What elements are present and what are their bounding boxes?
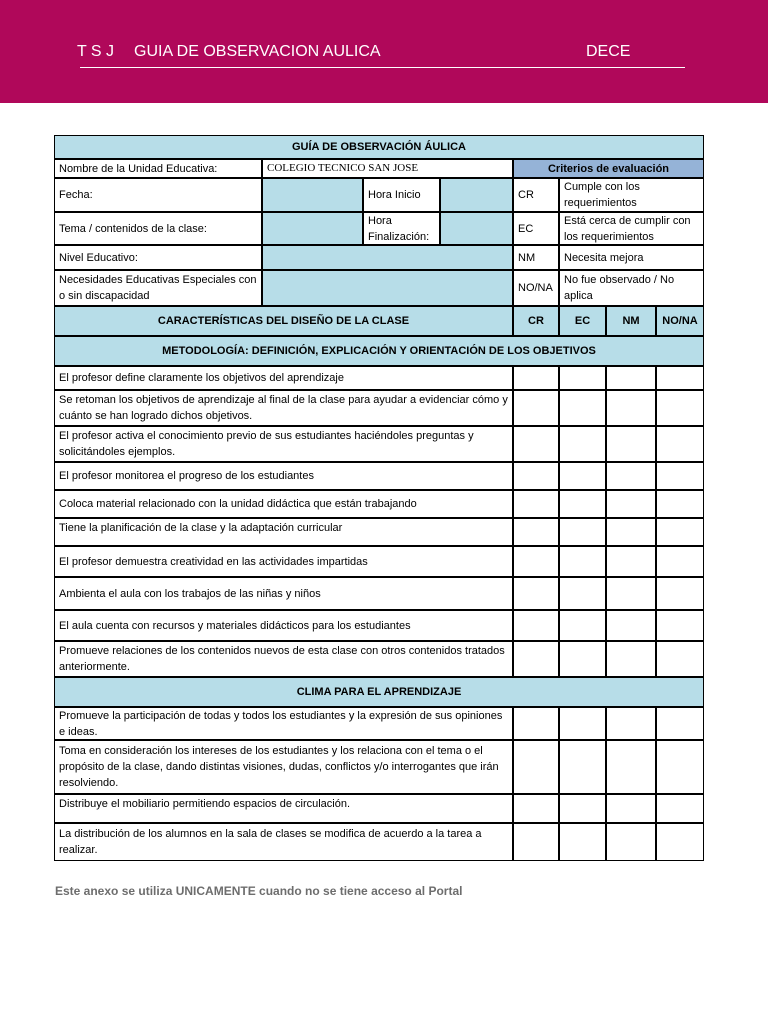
tema-label-text: Tema / contenidos de la clase: <box>59 222 207 235</box>
rating-cell-cr[interactable] <box>513 641 559 677</box>
fecha-label <box>54 178 262 212</box>
rating-cell-ec[interactable] <box>559 426 606 462</box>
rating-cell-cr[interactable] <box>513 610 559 641</box>
criterion-item-text: Distribuye el mobiliario permitiendo espacios de circulación. <box>59 798 351 810</box>
rating-cell-no-na[interactable] <box>656 823 704 861</box>
rating-cell-ec[interactable] <box>559 707 606 740</box>
unidad-input-text: COLEGIO TECNICO SAN JOSE <box>267 162 419 174</box>
rating-cell-nm[interactable] <box>606 490 656 518</box>
fecha-input[interactable] <box>262 178 363 212</box>
criterion-item-text: Toma en consideración los intereses de los estudiantes y los relaciona con el tema o el propósito de la clase, dando distintas visiones, dudas, conflictos y/o interrogantes que irán resolviendo. <box>59 745 499 789</box>
criterion-item-text: El profesor monitorea el progreso de los estudiantes <box>59 470 314 482</box>
criterion-item <box>54 462 513 490</box>
rating-cell-no-na[interactable] <box>656 426 704 462</box>
criteria-description-text: Necesita mejora <box>564 251 644 264</box>
criterion-item <box>54 490 513 518</box>
criterion-item <box>54 426 513 462</box>
rating-cell-no-na[interactable] <box>656 610 704 641</box>
rating-cell-ec[interactable] <box>559 490 606 518</box>
rating-cell-no-na[interactable] <box>656 462 704 490</box>
rating-cell-ec[interactable] <box>559 610 606 641</box>
criterion-item <box>54 641 513 677</box>
criteria-code-text: NM <box>518 251 536 264</box>
hora-inicio-label-text: Hora Inicio <box>368 189 421 201</box>
column-header-cr-text: CR <box>528 315 544 327</box>
criterios-header-text: Criterios de evaluación <box>547 162 670 175</box>
criterion-item <box>54 740 513 794</box>
rating-cell-ec[interactable] <box>559 577 606 610</box>
rating-cell-nm[interactable] <box>606 707 656 740</box>
rating-cell-nm[interactable] <box>606 610 656 641</box>
rating-cell-nm[interactable] <box>606 794 656 823</box>
criterion-item <box>54 610 513 641</box>
form-title <box>54 135 704 159</box>
criterion-item-text: Coloca material relacionado con la unidad didáctica que están trabajando <box>59 498 417 510</box>
rating-cell-ec[interactable] <box>559 641 606 677</box>
section-title-clima-text: CLIMA PARA EL APRENDIZAJE <box>296 686 462 698</box>
criteria-code <box>513 245 559 270</box>
criterion-item <box>54 823 513 861</box>
tema-label <box>54 212 262 245</box>
nivel-input[interactable] <box>262 245 513 270</box>
rating-cell-cr[interactable] <box>513 707 559 740</box>
criterios-header <box>513 159 704 178</box>
criterion-item-text: El aula cuenta con recursos y materiales didácticos para los estudiantes <box>59 619 411 632</box>
criterion-item-text: Tiene la planificación de la clase y la adaptación curricular <box>59 522 343 534</box>
rating-cell-ec[interactable] <box>559 462 606 490</box>
rating-cell-nm[interactable] <box>606 641 656 677</box>
column-header-no-na <box>656 306 704 336</box>
rating-cell-nm[interactable] <box>606 426 656 462</box>
rating-cell-nm[interactable] <box>606 740 656 794</box>
rating-cell-nm[interactable] <box>606 462 656 490</box>
rating-cell-nm[interactable] <box>606 366 656 390</box>
column-header-no-na-text: NO/NA <box>662 315 698 327</box>
criteria-description <box>559 270 704 306</box>
rating-cell-no-na[interactable] <box>656 794 704 823</box>
fecha-label-text: Fecha: <box>59 189 93 201</box>
nivel-label-text: Nivel Educativo: <box>59 251 138 264</box>
unidad-input[interactable] <box>262 159 513 178</box>
column-header-nm-text: NM <box>622 315 640 327</box>
rating-cell-ec[interactable] <box>559 794 606 823</box>
criteria-code <box>513 270 559 306</box>
hora-inicio-input[interactable] <box>440 178 513 212</box>
criteria-code <box>513 178 559 212</box>
criterion-item <box>54 546 513 577</box>
header-banner <box>0 0 768 103</box>
rating-cell-no-na[interactable] <box>656 577 704 610</box>
rating-cell-no-na[interactable] <box>656 390 704 426</box>
nee-label-text: Necesidades Educativas Especiales con o sin discapacidad <box>59 274 257 302</box>
rating-cell-ec[interactable] <box>559 518 606 546</box>
rating-cell-cr[interactable] <box>513 490 559 518</box>
form-title-text: GUÍA DE OBSERVACIÓN ÁULICA <box>292 141 466 153</box>
nee-label <box>54 270 262 306</box>
hora-fin-label <box>363 212 440 245</box>
header-school: T S J <box>77 43 115 60</box>
rating-cell-no-na[interactable] <box>656 546 704 577</box>
criterion-item <box>54 366 513 390</box>
criterion-item-text: Ambienta el aula con los trabajos de las niñas y niños <box>59 587 321 600</box>
hora-fin-label-text: Hora Finalización: <box>368 214 430 243</box>
rating-cell-ec[interactable] <box>559 823 606 861</box>
criterion-item-text: Promueve relaciones de los contenidos nuevos de esta clase con otros contenidos tratados anteriormente. <box>59 645 505 673</box>
criterion-item <box>54 707 513 740</box>
rating-cell-nm[interactable] <box>606 546 656 577</box>
rating-cell-nm[interactable] <box>606 823 656 861</box>
criterion-item-text: Se retoman los objetivos de aprendizaje al final de la clase para ayudar a evidenciar cómo y cuánto se han logrado dichos objetivos. <box>59 394 508 422</box>
criterion-item-text: Promueve la participación de todas y todos los estudiantes y la expresión de sus opiniones e ideas. <box>59 709 503 738</box>
rating-cell-cr[interactable] <box>513 426 559 462</box>
rating-cell-nm[interactable] <box>606 577 656 610</box>
criteria-description-text: Cumple con los requerimientos <box>564 181 640 209</box>
rating-cell-nm[interactable] <box>606 518 656 546</box>
rating-cell-cr[interactable] <box>513 390 559 426</box>
unidad-label <box>54 159 262 178</box>
criteria-code <box>513 212 559 245</box>
column-header-nm <box>606 306 656 336</box>
section-title-metodologia-text: METODOLOGÍA: DEFINICIÓN, EXPLICACIÓN Y ORIENTACIÓN DE LOS OBJETIVOS <box>162 345 596 357</box>
hora-fin-input[interactable] <box>440 212 513 245</box>
criterion-item-text: El profesor demuestra creatividad en las actividades impartidas <box>59 555 368 568</box>
criteria-code-text: CR <box>518 189 534 201</box>
section-title-metodologia <box>54 336 704 366</box>
observation-form <box>54 135 704 858</box>
section-title-clima <box>54 677 704 707</box>
criterion-item-text: El profesor define claramente los objetivos del aprendizaje <box>59 372 344 384</box>
criteria-description-text: No fue observado / No aplica <box>564 274 675 302</box>
criteria-description <box>559 212 704 245</box>
header-department: DECE <box>586 43 631 60</box>
criteria-description <box>559 245 704 270</box>
rating-cell-cr[interactable] <box>513 823 559 861</box>
header-underline <box>80 67 685 68</box>
unidad-label-text: Nombre de la Unidad Educativa: <box>59 162 218 175</box>
nee-input[interactable] <box>262 270 513 306</box>
criteria-code-text: NO/NA <box>518 282 553 294</box>
rating-cell-no-na[interactable] <box>656 490 704 518</box>
column-header-ec-text: EC <box>574 315 591 327</box>
rating-cell-cr[interactable] <box>513 794 559 823</box>
rating-cell-cr[interactable] <box>513 740 559 794</box>
tema-input[interactable] <box>262 212 363 245</box>
column-header-ec <box>559 306 606 336</box>
column-header-cr <box>513 306 559 336</box>
criterion-item-text: La distribución de los alumnos en la sala de clases se modifica de acuerdo a la tarea a realizar. <box>59 828 482 856</box>
rating-cell-ec[interactable] <box>559 390 606 426</box>
rating-cell-no-na[interactable] <box>656 518 704 546</box>
criterion-item <box>54 794 513 823</box>
caracteristicas-header-text: CARACTERÍSTICAS DEL DISEÑO DE LA CLASE <box>157 315 410 327</box>
caracteristicas-header <box>54 306 513 336</box>
rating-cell-ec[interactable] <box>559 740 606 794</box>
rating-cell-cr[interactable] <box>513 518 559 546</box>
header-title: GUIA DE OBSERVACION AULICA <box>134 43 381 60</box>
rating-cell-ec[interactable] <box>559 366 606 390</box>
criterion-item <box>54 518 513 546</box>
rating-cell-cr[interactable] <box>513 462 559 490</box>
criteria-description <box>559 178 704 212</box>
criterion-item <box>54 577 513 610</box>
rating-cell-no-na[interactable] <box>656 366 704 390</box>
criterion-item-text: El profesor activa el conocimiento previo de sus estudiantes haciéndoles preguntas y solicitándoles ejemplos. <box>59 430 474 458</box>
criteria-code-text: EC <box>518 222 534 235</box>
rating-cell-no-na[interactable] <box>656 641 704 677</box>
rating-cell-nm[interactable] <box>606 390 656 426</box>
rating-cell-cr[interactable] <box>513 366 559 390</box>
rating-cell-cr[interactable] <box>513 577 559 610</box>
rating-cell-ec[interactable] <box>559 546 606 577</box>
hora-inicio-label <box>363 178 440 212</box>
footer-note: Este anexo se utiliza UNICAMENTE cuando no se tiene acceso al Portal <box>55 884 463 898</box>
criterion-item <box>54 390 513 426</box>
rating-cell-no-na[interactable] <box>656 707 704 740</box>
nivel-label <box>54 245 262 270</box>
rating-cell-cr[interactable] <box>513 546 559 577</box>
criteria-description-text: Está cerca de cumplir con los requerimientos <box>564 214 691 243</box>
rating-cell-no-na[interactable] <box>656 740 704 794</box>
